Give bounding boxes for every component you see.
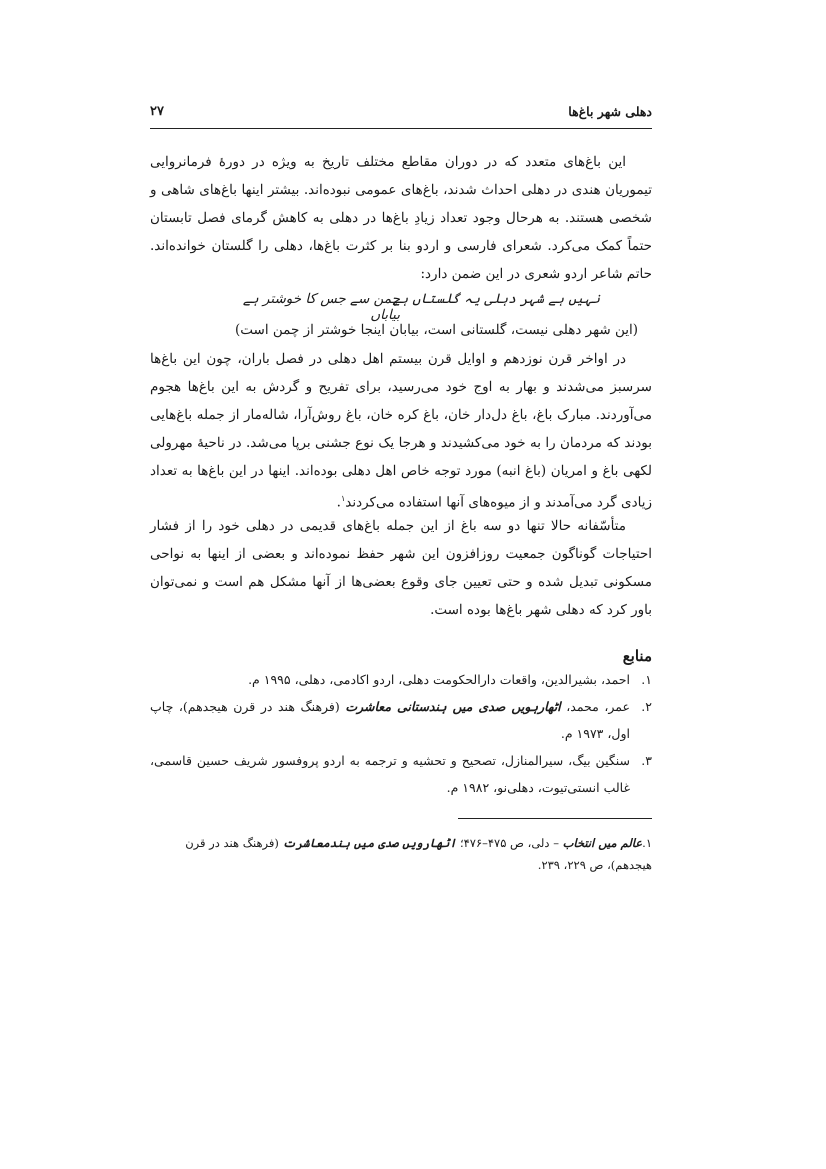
header-title: دهلی شهر باغ‌ها	[568, 104, 652, 119]
page-number: ۲۷	[150, 104, 164, 119]
footnote-details: (فرهنگ هند در قرن هیجدهم)، ص ۲۲۹، ۲۳۹.	[185, 836, 652, 872]
paragraph-2	[150, 345, 652, 517]
urdu-verse	[240, 291, 600, 323]
reference-book-title: اٹھارہویں صدی میں ہندستانی معاشرت	[345, 699, 561, 714]
reference-item	[150, 747, 652, 801]
footnote-marker: ۱	[340, 494, 346, 503]
reference-item	[150, 666, 652, 693]
reference-details: (فرهنگ هند در قرن هیجدهم)، چاپ اول، ۱۹۷۳ م.	[150, 699, 630, 741]
paragraph-1	[150, 148, 652, 288]
verse-translation: (این شهر دهلی نیست، گلستانی است، بیابان اینجا خوشتر از چمن است)	[235, 322, 638, 338]
reference-number: ۳.	[641, 753, 652, 768]
paragraph-3	[150, 512, 652, 624]
reference-text: سنگین بیگ، سیرالمنازل، تصحیح و تحشیه و ترجمه به اردو پروفسور شریف حسین قاسمی، غالب انستی‌تیوت، دهلی‌نو، ۱۹۸۲ م.	[150, 753, 630, 795]
paragraph-2-body: در اواخر قرن نوزدهم و اوایل قرن بیستم اهل دهلی در فصل باران، چون این باغ‌ها سرسبز می‌شدند و بهار به اوج خود می‌رسید، برای تفریح و گردش به این باغ‌ها هجوم می‌آوردند. مبارک باغ، باغ دل‌دار خان، باغ کره خان، باغ روش‌آرا، شاله‌مار از جمله باغ‌هایی بودند که مردمان را به خود می‌کشیدند و هرجا یک نوع جشنی برپا می‌شد. در ناحیهٔ مهرولی لکهی باغ و امریان (باغ انبه) مورد توجه خاص اهل دهلی بوده‌اند. اینها در این باغ‌ها به تعداد زیادی گرد می‌آمدند و از میوه‌های آنها استفاده می‌کردند$^۱$.	[150, 351, 652, 511]
references-heading: منابع	[622, 647, 652, 665]
reference-text: احمد، بشیرالدین، واقعات دارالحکومت دهلی، اردو اکادمی، دهلی، ۱۹۹۵ م.	[248, 672, 630, 687]
reference-text	[150, 693, 630, 747]
footnote-number: ۱.	[642, 836, 652, 850]
running-header	[150, 102, 652, 129]
reference-author: عمر، محمد،	[566, 699, 630, 714]
paragraph-2-text: در اواخر قرن نوزدهم و اوایل قرن بیستم اهل دهلی در فصل باران، چون این باغ‌ها سرسبز می‌شدند و بهار به اوج خود می‌رسید، برای تفریح و گردش به این باغ‌ها هجوم می‌آوردند. مبارک باغ، باغ دل‌دار خان، باغ کره خان، باغ روش‌آرا، شاله‌مار از جمله باغ‌هایی بودند که مردمان را به خود می‌کشیدند و هرجا یک نوع جشنی برپا می‌شد. در ناحیهٔ مهرولی لکهی باغ و امریان (باغ انبه) مورد توجه خاص اهل دهلی بوده‌اند. اینها در این باغ‌ها به تعداد زیادی گرد می‌آمدند و از میوه‌های آنها استفاده می‌کردند	[150, 351, 652, 511]
footnote-page-ref: – دلی، ص ۴۷۵–۴۷۶؛	[459, 836, 559, 850]
verse-hemistich-1: نہیں ہے شہر دہلی یہ گلستاں ہے	[392, 291, 600, 307]
footnote-source-1: عالم میں انتخاب	[562, 836, 643, 850]
reference-number: ۱.	[641, 672, 652, 687]
footnote-divider	[458, 818, 652, 819]
verse-hemistich-2: چمن سے جس کا خوشتر ہے بیاباں	[242, 291, 400, 323]
paragraph-1-text: این باغ‌های متعدد که در دوران مقاطع مختلف تاریخ به ویژه در دورهٔ فرمانروایی تیموریان هندی در دهلی احداث شدند، باغ‌های عمومی نبوده‌اند. بیشتر اینها باغ‌های شاهی و شخصی هستند. به هرحال وجود تعداد زیادِ باغ‌ها در دهلی به کاهش گرمای فصل تابستان حتماً کمک می‌کرد. شعرای فارسی و اردو بنا بر کثرت باغ‌ها، دهلی را گلستان خوانده‌اند. حاتم شاعر اردو شعری در این ضمن دارد:	[150, 154, 652, 282]
footnote	[150, 832, 652, 876]
footnote-source-2: اٹھارویں صدی میں ہندمعاشرت	[282, 836, 457, 850]
paragraph-3-text: متأسّفانه حالا تنها دو سه باغ از این جمله باغ‌های قدیمی در دهلی خود را از فشار احتیاجات گوناگون جمعیت روزافزون این شهر حفظ نموده‌اند و بعضی از اینها به نواحی مسکونی تبدیل شده و حتی تعیین جای وقوع بعضی‌ها از آنها مشکل هم است و نمی‌توان باور کرد که دهلی شهر باغ‌ها بوده است.	[150, 518, 652, 618]
reference-item	[150, 693, 652, 747]
reference-number: ۲.	[641, 699, 652, 714]
references-list	[150, 666, 652, 801]
